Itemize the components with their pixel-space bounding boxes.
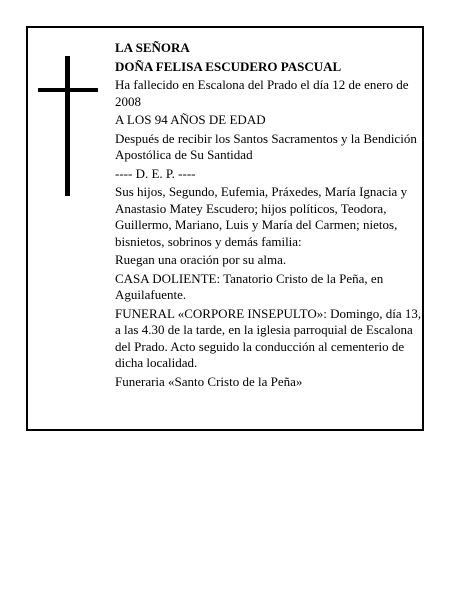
cross-horizontal-bar	[38, 88, 98, 92]
funeral-details: FUNERAL «CORPORE INSEPULTO»: Domingo, día 13, a las 4.30 de la tarde, en la iglesia parroquial de Escalona del Prado. Acto seguido la conducción al cementerio de dicha localidad.	[115, 305, 422, 370]
obituary-notice	[26, 26, 424, 431]
age-statement: A LOS 94 AÑOS DE EDAD	[115, 112, 266, 127]
mourning-house: CASA DOLIENTE: Tanatorio Cristo de la Peña, en Aguilafuente.	[115, 270, 384, 302]
family-list: Sus hijos, Segundo, Eufemia, Práxedes, María Ignacia y Anastasio Matey Escudero; hijos políticos, Teodora, Guillermo, Mariano, Luis y María del Carmen; nietos, bisnietos, sobrinos y demás familia:	[115, 184, 408, 249]
rip-line: ---- D. E. P. ----	[115, 165, 196, 181]
deceased-name: DOÑA FELISA ESCUDERO PASCUAL	[115, 58, 342, 74]
funeral-home: Funeraria «Santo Cristo de la Peña»	[115, 373, 303, 389]
cross-icon	[38, 56, 98, 196]
sacraments-statement: Después de recibir los Santos Sacramentos y la Bendición Apostólica de Su Santidad	[115, 130, 417, 162]
prayer-request: Ruegan una oración por su alma.	[115, 252, 287, 267]
notice-title: LA SEÑORA	[115, 40, 190, 55]
obituary-text	[115, 40, 423, 392]
death-statement: Ha fallecido en Escalona del Prado el día 12 de enero de 2008	[115, 77, 409, 109]
cross-vertical-bar	[65, 56, 70, 196]
